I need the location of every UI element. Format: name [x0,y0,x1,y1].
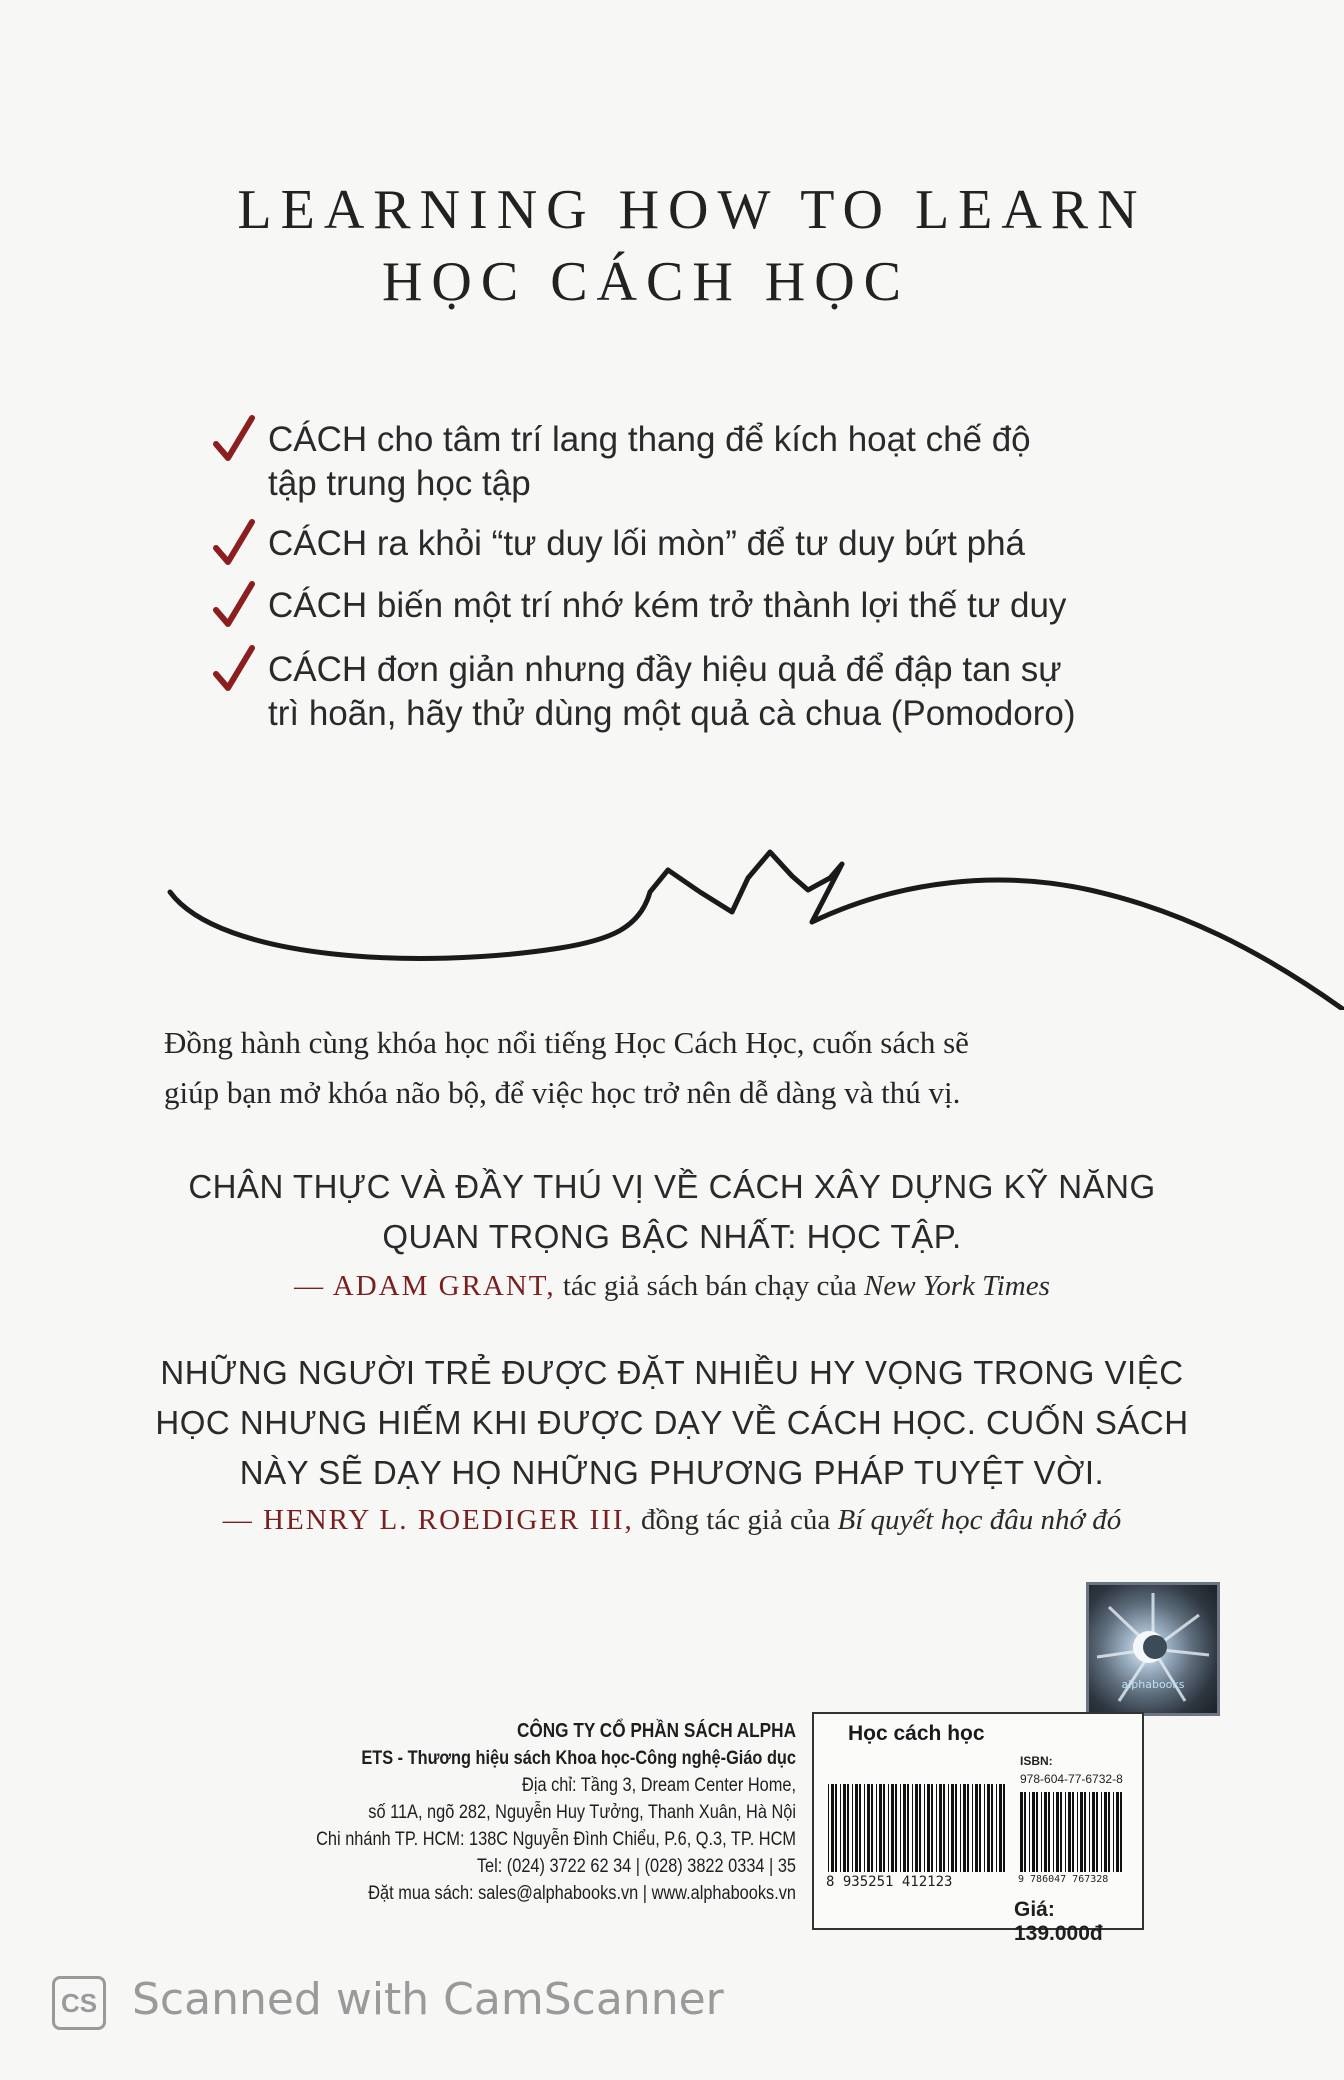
barcode-bar [895,1784,897,1872]
publisher-address: Địa chỉ: Tầng 3, Dream Center Home, [522,1775,796,1796]
bullet-line: trì hoãn, hãy thử dùng một quả cà chua (Pomodoro) [268,694,1076,733]
checkmark-icon [212,644,256,696]
barcode-bar [936,1784,937,1872]
quote-line: QUAN TRỌNG BẬC NHẤT: HỌC TẬP. [382,1218,962,1255]
barcode-bar [1044,1792,1047,1872]
barcode-bar [859,1784,861,1872]
quote-line: HỌC NHƯNG HIẾM KHI ĐƯỢC DẠY VỀ CÁCH HỌC. CUỐN SÁCH [155,1404,1189,1441]
title-english: LEARNING HOW TO LEARN [237,179,1147,241]
hologram-star-icon [1089,1585,1217,1713]
barcode-main [826,1784,1008,1874]
barcode-bar [1108,1792,1110,1872]
title-vietnamese: HỌC CÁCH HỌC [381,251,911,313]
barcode-bar [1065,1792,1066,1872]
barcode-bar [967,1784,969,1872]
attribution-work: Bí quyết học đâu nhớ đó [837,1504,1122,1536]
attribution-work: New York Times [864,1270,1050,1302]
barcode-bar [1032,1792,1035,1872]
barcode-bar [888,1784,889,1872]
watermark-text: Scanned with CamScanner [132,1974,724,2025]
barcode-bar [903,1784,906,1872]
barcode-bar [1116,1792,1119,1872]
barcode-bar [996,1784,997,1872]
barcode-bar [963,1784,966,1872]
barcode-label [812,1712,1144,1945]
barcode-bar [867,1784,870,1872]
hologram-sticker [1086,1582,1220,1716]
quote-attribution [60,1266,1284,1306]
quote-line: CHÂN THỰC VÀ ĐẦY THÚ VỊ VỀ CÁCH XÂY DỰNG KỸ NĂNG [188,1168,1156,1205]
publisher-branch: Chi nhánh TP. HCM: 138C Nguyễn Đình Chiểu, P.6, Q.3, TP. HCM [316,1829,796,1850]
barcode-bar [1024,1792,1026,1872]
barcode-bar [855,1784,858,1872]
barcode-bar [847,1784,849,1872]
publisher-brand: ETS - Thương hiệu sách Khoa học-Công nghệ-Giáo dục [361,1748,796,1769]
barcode-bar [979,1784,981,1872]
barcode-bar [907,1784,909,1872]
barcode-bar [1003,1784,1005,1872]
barcode-bar [972,1784,973,1872]
barcode-bar [1072,1792,1074,1872]
barcode-bar [1053,1792,1054,1872]
barcode-bar [960,1784,961,1872]
barcode-bar [912,1784,913,1872]
barcode-bar [915,1784,918,1872]
checkmark-icon [212,580,256,632]
publisher-info [280,1718,796,1907]
barcode-bar [955,1784,957,1872]
barcode-bar [1060,1792,1062,1872]
barcode-bar [1096,1792,1098,1872]
bullet-line: CÁCH biến một trí nhớ kém trở thành lợi thế tư duy [268,586,1067,625]
barcode-bar [1089,1792,1090,1872]
barcode-bar [984,1784,985,1872]
barcode-bar [943,1784,945,1872]
barcode-bar [931,1784,933,1872]
publisher-company: CÔNG TY CỔ PHẦN SÁCH ALPHA [516,1720,796,1742]
bullet-line: CÁCH cho tâm trí lang thang để kích hoạt chế độ [268,420,1031,459]
barcode-bar [1048,1792,1050,1872]
attribution-author: — ADAM GRANT, [294,1270,556,1302]
bullet-line: CÁCH ra khỏi “tư duy lối mòn” để tư duy bứt phá [268,524,1025,563]
barcode-bar [864,1784,865,1872]
checkmark-icon [212,414,256,466]
barcode-bar [1041,1792,1042,1872]
barcode-bar [840,1784,841,1872]
barcode-bar [835,1784,837,1872]
checkmark-icon [212,518,256,570]
barcode-bar [871,1784,873,1872]
barcode-bar [1068,1792,1071,1872]
barcode-bar [1113,1792,1114,1872]
barcode-book-title: Học cách học [848,1722,985,1745]
barcode-bar [1029,1792,1030,1872]
barcode-bar [879,1784,882,1872]
barcode-isbn [1018,1792,1128,1874]
barcode-bar [948,1784,949,1872]
barcode-bar [975,1784,978,1872]
barcode-bar [919,1784,921,1872]
barcode-bar [1056,1792,1059,1872]
barcode-bar [852,1784,853,1872]
barcode-bar [1120,1792,1122,1872]
camscanner-logo-icon: CS [52,1976,106,2030]
quote-line: NHỮNG NGƯỜI TRẺ ĐƯỢC ĐẶT NHIỀU HY VỌNG TRONG VIỆC [160,1354,1184,1391]
publisher-phone: Tel: (024) 3722 62 34 | (028) 3822 0334 | 35 [476,1856,796,1877]
intro-line: giúp bạn mở khóa não bộ, để việc học trở nên dễ dàng và thú vị. [164,1075,961,1110]
barcode-bar [828,1784,829,1872]
barcode-bar [883,1784,885,1872]
quote-line: NÀY SẼ DẠY HỌ NHỮNG PHƯƠNG PHÁP TUYỆT VỜI. [239,1454,1105,1491]
camscanner-watermark [52,1970,752,2040]
barcode-bar [900,1784,901,1872]
attribution-role: đồng tác giả của [633,1504,838,1536]
barcode-bar [951,1784,954,1872]
barcode-bar [927,1784,930,1872]
bullet-line: CÁCH đơn giản nhưng đầy hiệu quả để đập tan sự [268,650,1062,689]
barcode-bar [1084,1792,1086,1872]
attribution-role: tác giả sách bán chạy của [555,1270,864,1302]
barcode-bar [991,1784,993,1872]
isbn-number: 978-604-77-6732-8 [1020,1772,1123,1786]
barcode-bar [1080,1792,1083,1872]
barcode-bar [1077,1792,1078,1872]
quote-attribution [60,1500,1284,1540]
intro-line: Đồng hành cùng khóa học nổi tiếng Học Cách Học, cuốn sách sẽ [164,1025,969,1060]
barcode-bar [876,1784,877,1872]
hologram-text: alphabooks [1121,1678,1185,1691]
intro-paragraph [164,1018,1124,1118]
publisher-order: Đặt mua sách: sales@alphabooks.vn | www.alphabooks.vn [368,1883,796,1904]
isbn-label: ISBN: [1020,1754,1053,1768]
barcode-bar [891,1784,894,1872]
barcode-bar [1101,1792,1102,1872]
barcode-bar [1092,1792,1095,1872]
price: Giá: 139.000đ [1014,1898,1103,1945]
barcode-bar [1020,1792,1023,1872]
barcode-bar [999,1784,1002,1872]
barcode-main-number: 8 935251 412123 [826,1874,953,1890]
barcode-bar [1104,1792,1107,1872]
barcode-bar [1036,1792,1038,1872]
attribution-author: — HENRY L. ROEDIGER III, [222,1504,634,1536]
barcode-bar [939,1784,942,1872]
publisher-address: số 11A, ngõ 282, Nguyễn Huy Tưởng, Thanh Xuân, Hà Nội [368,1802,796,1823]
barcode-bar [924,1784,925,1872]
barcode-bar [987,1784,990,1872]
bullet-line: tập trung học tập [268,464,531,503]
barcode-bar [843,1784,846,1872]
barcode-bar [831,1784,834,1872]
barcode-isbn-number: 9 786047 767328 [1018,1874,1109,1885]
decorative-wave-line [0,830,1344,1010]
